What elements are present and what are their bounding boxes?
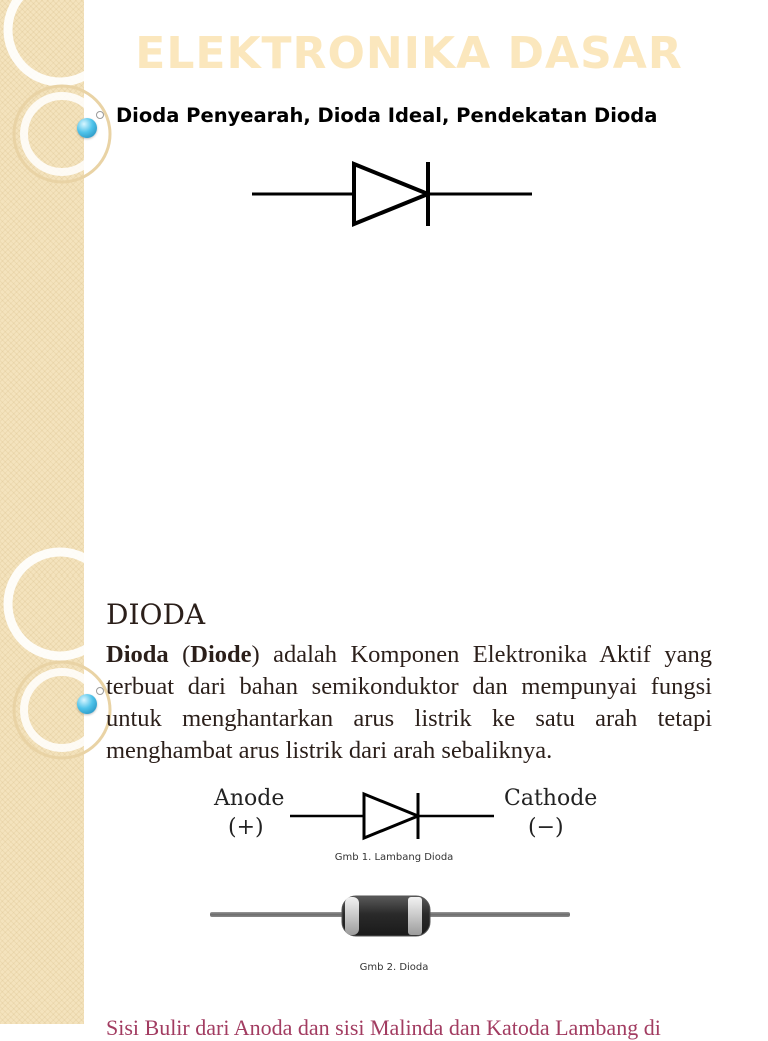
definition-paragraph	[106, 639, 712, 767]
diode-symbol-icon	[250, 158, 534, 230]
paren-open: (	[168, 641, 191, 668]
small-circle-icon	[96, 111, 104, 119]
cathode-sign: (−)	[528, 815, 564, 840]
figure1-caption: Gmb 1. Lambang Dioda	[334, 852, 454, 863]
term-dioda: Dioda	[106, 641, 169, 668]
diode-symbol-figure	[210, 782, 610, 852]
diode-symbol-icon	[290, 790, 496, 842]
definition-text: ) adalah Komponen Elektronika Aktif yang terbuat dari bahan semikonduktor dan mempunyai fungsi untuk menghantarkan arus listrik ke satu arah tetapi menghambat arus listrik dari arah sebaliknya.	[106, 641, 712, 764]
section-heading: DIODA	[106, 598, 206, 631]
cathode-label: Cathode	[504, 786, 598, 811]
anode-sign: (+)	[228, 815, 264, 840]
anode-label: Anode	[214, 786, 285, 811]
main-title: ELEKTRONIKA DASAR	[135, 28, 683, 79]
small-circle-icon	[96, 687, 104, 695]
slide-dioda	[0, 576, 768, 1040]
bullet-orb-icon	[77, 694, 97, 714]
figure2-caption: Gmb 2. Dioda	[359, 962, 429, 973]
bullet-orb-icon	[77, 118, 97, 138]
diode-component-icon	[208, 892, 572, 940]
term-diode: Diode	[190, 641, 252, 668]
cut-off-text: Sisi Bulir dari Anoda dan sisi Malinda dan Katoda Lambang di	[106, 1015, 661, 1040]
decorative-circles	[0, 0, 140, 576]
subtitle: Dioda Penyearah, Dioda Ideal, Pendekatan Dioda	[116, 104, 658, 127]
